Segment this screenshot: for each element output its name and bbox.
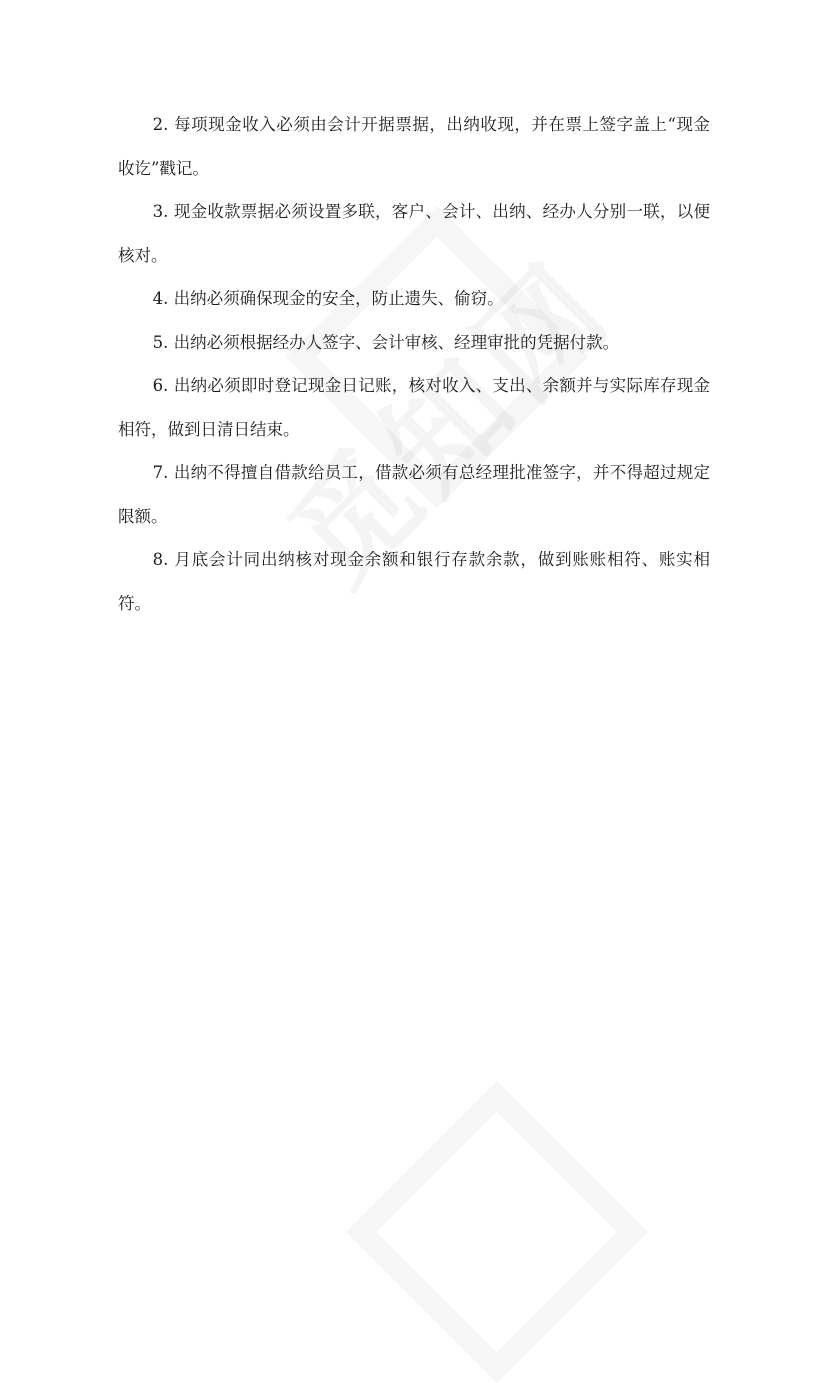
paragraph-item-4: 4. 出纳必须确保现金的安全，防止遗失、偷窃。 [152, 289, 504, 308]
paragraph-item-8: 8. 月底会计同出纳核对现金余额和银行存款余款，做到账账相符、账实相符。 [118, 550, 710, 613]
paragraph-item-2: 2. 每项现金收入必须由会计开据票据，出纳收现，并在票上签字盖上“现金收讫”戳记。 [118, 115, 710, 178]
paragraph-item-5: 5. 出纳必须根据经办人签字、会计审核、经理审批的凭据付款。 [152, 332, 620, 352]
watermark-logo-shape-bottom [346, 1081, 649, 1383]
paragraph-item-6: 6. 出纳必须即时登记现金日记账，核对收入、支出、余额并与实际库存现金相符，做到日清日结束。 [118, 376, 710, 439]
paragraph-item-3: 3. 现金收款票据必须设置多联，客户、会计、出纳、经办人分别一联，以便核对。 [118, 202, 710, 265]
paragraph-item-7: 7. 出纳不得擅自借款给员工，借款必须有总经理批准签字，并不得超过规定限额。 [118, 463, 710, 526]
document-body [118, 103, 710, 625]
